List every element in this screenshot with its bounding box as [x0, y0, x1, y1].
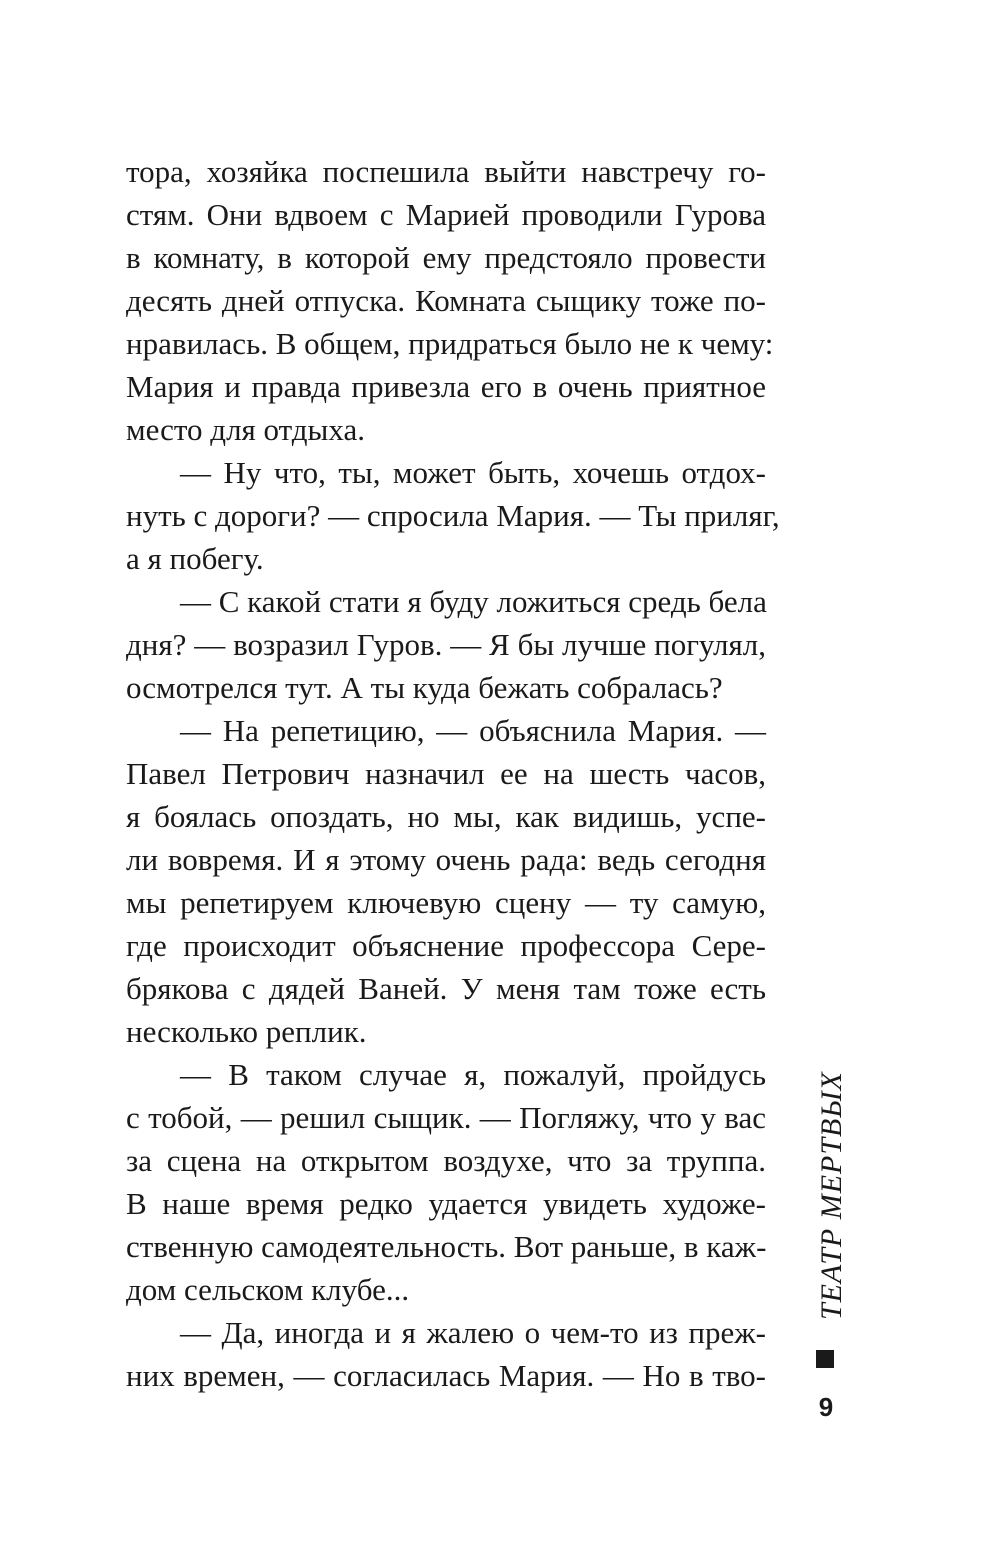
square-bullet-icon — [816, 1350, 834, 1368]
text-line: дня? — возразил Гуров. — Я бы лучше погулял, — [126, 627, 766, 662]
text-line: я боялась опоздать, но мы, как видишь, успе- — [126, 799, 766, 834]
text-line: Мария и правда привезла его в очень приятное — [126, 369, 766, 404]
text-line: брякова с дядей Ваней. У меня там тоже есть — [126, 971, 766, 1006]
text-line: с тобой, — решил сыщик. — Погляжу, что у вас — [126, 1100, 766, 1135]
text-line: — В таком случае я, пожалуй, пройдусь — [180, 1057, 766, 1092]
text-line: где происходит объяснение профессора Сере- — [126, 928, 766, 963]
text-line: нуть с дороги? — спросила Мария. — Ты приляг, — [126, 498, 780, 533]
text-line: ственную самодеятельность. Вот раньше, в каж- — [126, 1229, 767, 1264]
text-line: осмотрелся тут. А ты куда бежать собралась? — [126, 670, 723, 705]
text-line: место для отдыха. — [126, 412, 365, 447]
text-line: — Да, иногда и я жалею о чем-то из преж- — [180, 1315, 766, 1350]
text-line: нравилась. В общем, придраться было не к чему: — [126, 326, 774, 361]
running-head: ТЕАТР МЕРТВЫХ — [815, 1071, 848, 1320]
text-line: — С какой стати я буду ложиться средь бела — [180, 584, 767, 619]
text-line: дом сельском клубе... — [126, 1272, 410, 1307]
text-line: ли вовремя. И я этому очень рада: ведь сегодня — [126, 842, 766, 877]
text-line: в комнату, в которой ему предстояло провести — [126, 240, 766, 275]
text-line: — На репетицию, — объяснила Мария. — — [180, 713, 766, 748]
page-number: 9 — [818, 1392, 834, 1422]
text-line: — Ну что, ты, может быть, хочешь отдох- — [180, 455, 766, 490]
body-text — [126, 150, 780, 1397]
text-line: В наше время редко удается увидеть художе- — [126, 1186, 766, 1221]
text-line: за сцена на открытом воздухе, что за труппа. — [126, 1143, 766, 1178]
text-line: десять дней отпуска. Комната сыщику тоже по- — [126, 283, 766, 318]
text-line: а я побегу. — [126, 541, 264, 576]
text-line: Павел Петрович назначил ее на шесть часов, — [126, 756, 766, 791]
text-line: мы репетируем ключевую сцену — ту самую, — [126, 885, 766, 920]
text-line: тора, хозяйка поспешила выйти навстречу го- — [126, 154, 766, 189]
text-line: стям. Они вдвоем с Марией проводили Гурова — [126, 197, 766, 232]
text-line: них времен, — согласилась Мария. — Но в тво- — [126, 1358, 766, 1393]
text-line: несколько реплик. — [126, 1014, 367, 1049]
